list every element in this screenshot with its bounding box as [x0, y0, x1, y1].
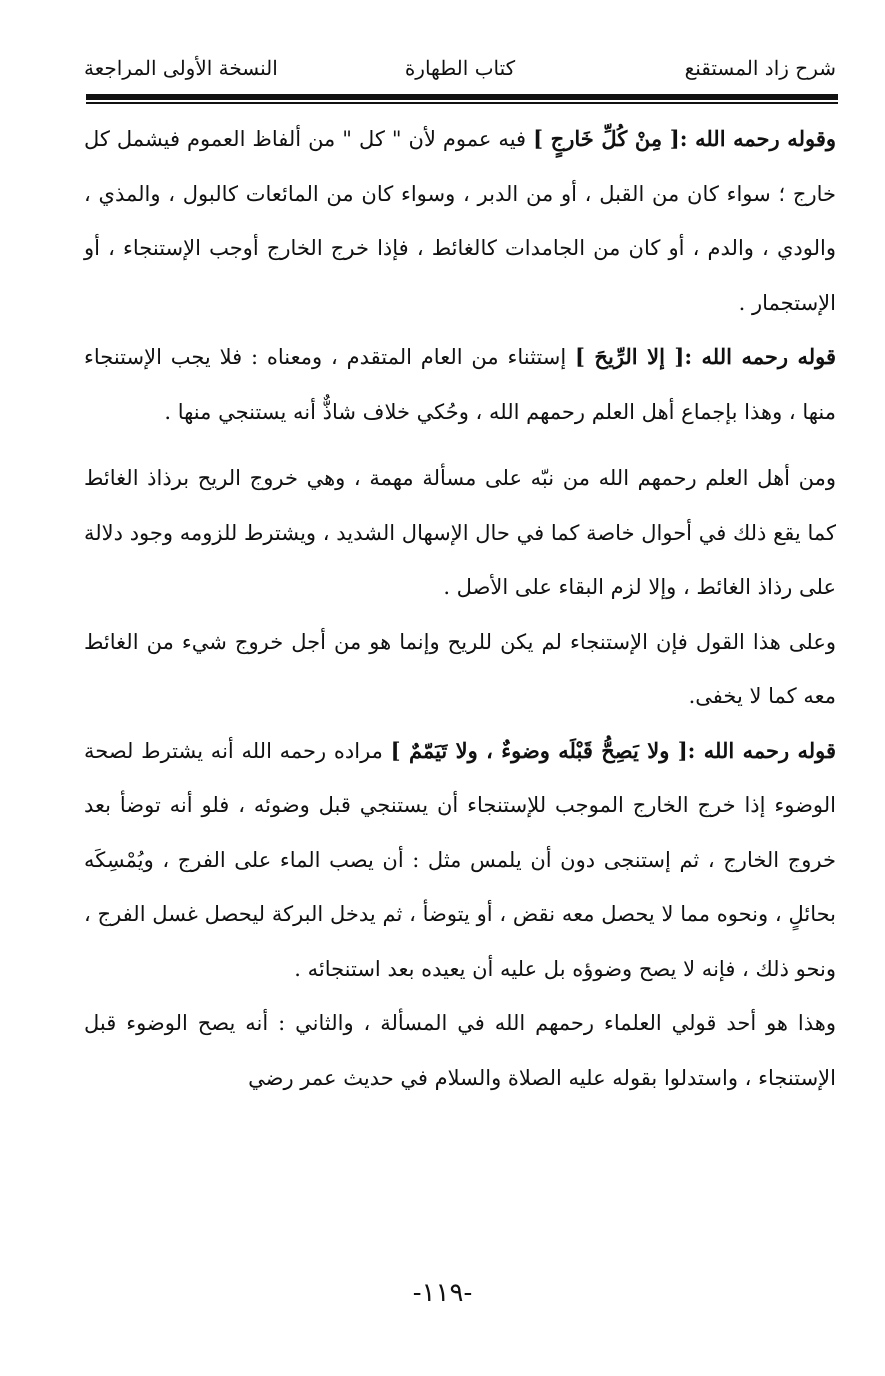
- running-header: [84, 48, 836, 88]
- header-chapter-title: كتاب الطهارة: [404, 56, 516, 80]
- paragraph-lead: وقوله رحمه الله :[ مِنْ كُلِّ خَارجٍ ]: [533, 126, 836, 151]
- paragraph-lead: قوله رحمه الله :[ ولا يَصِحُّ قَبْلَه وضوءٌ ، ولا تَيَمّمٌ ]: [390, 737, 837, 763]
- header-rule-thick: [86, 94, 838, 100]
- paragraph: [84, 615, 836, 724]
- body-text: [84, 112, 836, 1105]
- header-rule-thin: [86, 102, 838, 104]
- header-book-title: شرح زاد المستقنع: [684, 56, 836, 80]
- paragraph: [84, 451, 836, 615]
- paragraph-lead: قوله رحمه الله :[ إلا الرِّيحَ ]: [575, 344, 836, 369]
- paragraph-text: مراده رحمه الله أنه يشترط لصحة الوضوء إذا خرج الخارج الموجب للإستنجاء أن يستنجي قبل وضوئه ، فلو أنه توضأ بعد خروج الخارج ، ثم إستنجى دون أن يلمس مثل : أن يصب الماء على الفرج ، ويُمْسِكَه بحائلٍ ، ونحوه مما لا يحصل معه نقض ، أو يتوضأ ، ثم يدخل البركة ليحصل غسل الفرج ، ونحو ذلك ، فإنه لا يصح وضوؤه بل عليه أن يعيده بعد استنجائه .: [84, 738, 837, 981]
- header-edition-note: النسخة الأولى المراجعة: [84, 56, 278, 80]
- paragraph-text: ومن أهل العلم رحمهم الله من نبّه على مسألة مهمة ، وهي خروج الريح برذاذ الغائط كما يقع ذلك في أحوال خاصة كما في حال الإسهال الشديد ، ويشترط للزومه وجود دلالة على رذاذ الغائط ، وإلا لزم البقاء على الأصل .: [84, 466, 836, 599]
- paragraph: [84, 996, 836, 1105]
- page-number: -١١٩-: [412, 1278, 473, 1308]
- paragraph-text: وهذا هو أحد قولي العلماء رحمهم الله في المسألة ، والثاني : أنه يصح الوضوء قبل الإستنجاء ، واستدلوا بقوله عليه الصلاة والسلام في حديث عمر رضي: [84, 1011, 836, 1090]
- paragraph: [84, 330, 836, 439]
- paragraph: [84, 112, 836, 330]
- paragraph-text: وعلى هذا القول فإن الإستنجاء لم يكن للريح وإنما هو من أجل خروج شيء من الغائط معه كما لا يخفى.: [84, 629, 836, 708]
- paragraph-text: فيه عموم لأن " كل " من ألفاظ العموم فيشمل كل خارج ؛ سواء كان من القبل ، أو من الدبر ، وسواء كان من المائعات كالبول ، والمذي ، والودي ، والدم ، أو كان من الجامدات كالغائط ، فإذا خرج الخارج أوجب الإستنجاء ، أو الإستجمار .: [84, 127, 836, 315]
- paragraph-text: إستثناء من العام المتقدم ، ومعناه : فلا يجب الإستنجاء منها ، وهذا بإجماع أهل العلم رحمهم الله ، وحُكي خلاف شاذٌّ أنه يستنجي منها .: [84, 345, 836, 424]
- paragraph: [84, 724, 836, 997]
